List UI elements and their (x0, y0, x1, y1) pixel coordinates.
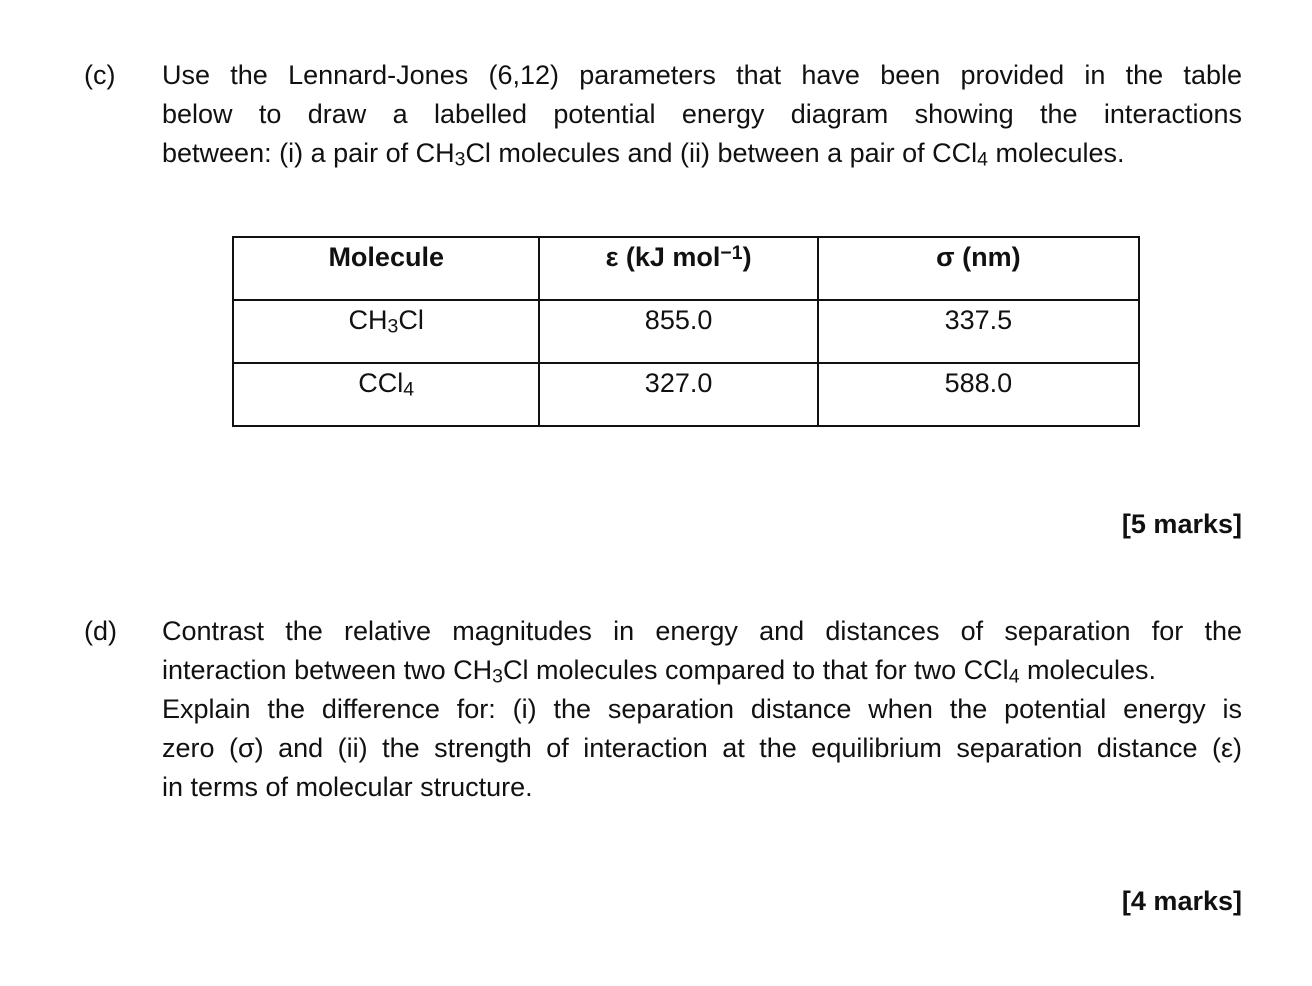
question-d-line-2: interaction between two $CH_3Cl$ molecules compared to that for two CCl$_4$ molecules. (162, 655, 1157, 688)
cell-sigma: 588.0 (818, 363, 1139, 426)
question-c-line-3: between: (i) a pair of $CH_3Cl$ molecules and (ii) between a pair of CCl$_4$ molecules. (162, 138, 1125, 171)
cell-epsilon: 855.0 (539, 300, 817, 363)
table-header-row (233, 237, 1139, 300)
table-row (233, 300, 1139, 363)
question-d-marks: [4 marks] (1121, 886, 1242, 916)
question-c-text (162, 56, 1242, 173)
cell-epsilon: 327.0 (539, 363, 817, 426)
question-d-line-1: Contrast the relative magnitudes in energy and distances of separation for the (162, 616, 1242, 646)
question-d-label: (d) (84, 616, 117, 646)
cell-sigma: 337.5 (818, 300, 1139, 363)
question-c-line-1: Use the Lennard-Jones (6,12) parameters that have been provided in the table (162, 60, 1242, 90)
header-epsilon: ε (kJ mol$^{-1}$) (539, 237, 817, 300)
question-d-text (162, 612, 1242, 807)
question-d-line-5: in terms of molecular structure. (162, 772, 533, 802)
question-c-label: (c) (84, 60, 116, 90)
lennard-jones-table (232, 236, 1140, 427)
question-d-line-3: Explain the difference for: (i) the separation distance when the potential energy is (162, 694, 1242, 724)
header-molecule: Molecule (233, 237, 539, 300)
question-c-marks: [5 marks] (1121, 509, 1242, 539)
header-sigma: σ (nm) (818, 237, 1139, 300)
table-row (233, 363, 1139, 426)
cell-molecule: CCl$_4$ (233, 363, 539, 426)
question-c-line-2: below to draw a labelled potential energy diagram showing the interactions (162, 99, 1242, 129)
question-d-line-4: zero (σ) and (ii) the strength of interaction at the equilibrium separation distance (ε) (162, 733, 1242, 763)
cell-molecule: $CH_3Cl$ (233, 300, 539, 363)
